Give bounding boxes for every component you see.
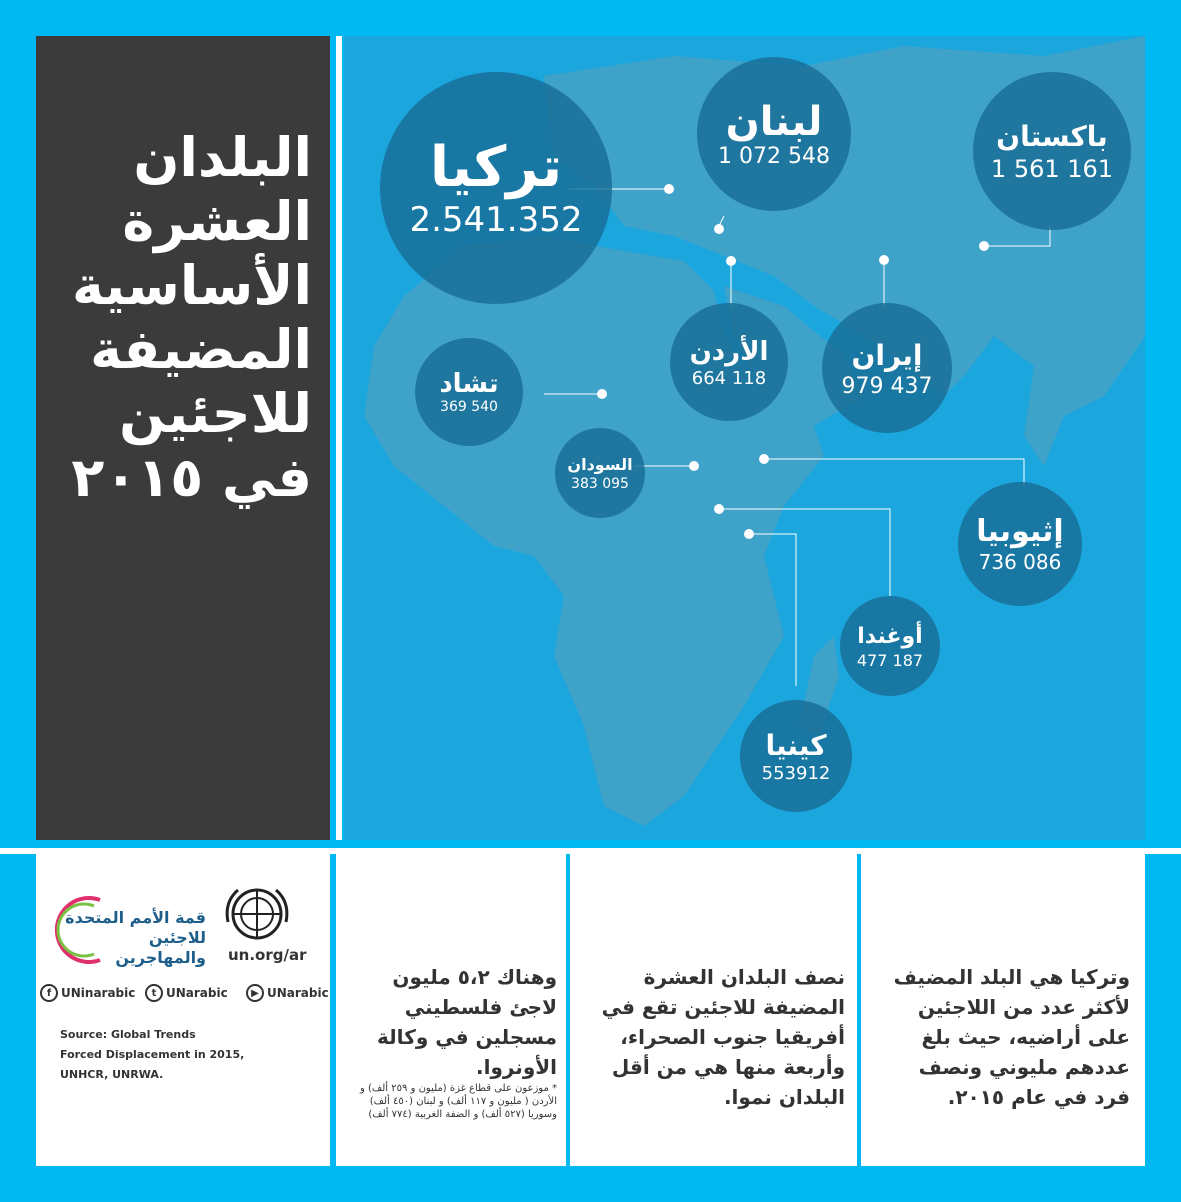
country-name: إيران	[851, 338, 923, 372]
country-name: باكستان	[996, 120, 1108, 153]
bubble-kenya	[740, 700, 852, 812]
turkey-text: وتركيا هي البلد المضيف لأكثر عدد من اللاجئين على أراضيه، حيث بلغ عددهم مليوني ونصف فرد في عام ٢٠١٥.	[893, 965, 1130, 1109]
country-name: لبنان	[725, 98, 823, 145]
bubble-ethiopia	[958, 482, 1082, 606]
country-value: 553912	[761, 762, 831, 784]
country-value: 736 086	[978, 550, 1062, 574]
summit-logo-text	[60, 908, 206, 968]
country-value: 1 072 548	[718, 143, 830, 169]
marker-jordan	[726, 256, 736, 266]
palestine-text: وهناك ٥،٢ مليون لاجئ فلسطيني مسجلين في وكالة الأونروا.	[377, 965, 557, 1079]
social-facebook[interactable]	[40, 984, 135, 1002]
country-value: 2.541.352	[409, 200, 583, 240]
divider	[336, 36, 342, 840]
marker-kenya	[744, 529, 754, 539]
country-value: 477 187	[856, 650, 924, 670]
bubble-chad	[415, 338, 523, 446]
youtube-handle: UNarabic	[267, 986, 329, 1000]
youtube-icon: ▶	[246, 984, 264, 1002]
un-url[interactable]: un.org/ar	[228, 946, 307, 964]
bubble-jordan	[670, 303, 788, 421]
page-title	[56, 126, 312, 510]
title-line: للاجئين	[119, 382, 312, 445]
bubble-pakistan	[973, 72, 1131, 230]
marker-turkey	[664, 184, 674, 194]
marker-ethiopia	[759, 454, 769, 464]
bubble-sudan	[555, 428, 645, 518]
country-value: 979 437	[841, 373, 933, 399]
country-name: السودان	[567, 455, 633, 474]
source-note	[60, 1025, 244, 1085]
country-name: تركيا	[429, 135, 563, 200]
source-line: UNHCR, UNRWA.	[60, 1068, 164, 1081]
marker-pakistan	[979, 241, 989, 251]
bubble-iran	[822, 303, 952, 433]
twitter-icon: t	[145, 984, 163, 1002]
marker-lebanon	[714, 224, 724, 234]
source-line: Forced Displacement in 2015,	[60, 1048, 245, 1061]
twitter-handle: UNarabic	[166, 986, 228, 1000]
facebook-handle: UNinarabic	[61, 986, 136, 1000]
title-line: الأساسية	[72, 254, 312, 317]
title-line: في ٢٠١٥	[71, 446, 312, 509]
country-name: تشاد	[439, 369, 499, 399]
country-value: 1 561 161	[990, 155, 1114, 183]
country-value: 369 540	[440, 399, 498, 415]
un-emblem-icon	[220, 882, 294, 946]
marker-chad	[597, 389, 607, 399]
source-line: Source: Global Trends	[60, 1028, 196, 1041]
facebook-icon: f	[40, 984, 58, 1002]
bubble-turkey	[380, 72, 612, 304]
social-twitter[interactable]	[145, 984, 228, 1002]
country-value: 664 118	[691, 367, 767, 389]
marker-uganda	[714, 504, 724, 514]
bubble-uganda	[840, 596, 940, 696]
marker-iran	[879, 255, 889, 265]
title-line: المضيفة	[90, 318, 312, 381]
title-line: البلدان	[133, 126, 312, 189]
summit-line2: للاجئين والمهاجرين	[115, 928, 206, 967]
africa-text: نصف البلدان العشرة المضيفة للاجئين تقع في أفريقيا جنوب الصحراء، وأربعة منها هي من أقل البلدان نموا.	[601, 965, 845, 1109]
country-name: الأردن	[689, 336, 769, 367]
country-value: 383 095	[571, 476, 629, 492]
country-name: كينيا	[765, 728, 827, 762]
summit-line1: قمة الأمم المتحدة	[65, 908, 206, 927]
country-name: أوغندا	[857, 623, 923, 649]
country-name: إثيوبيا	[976, 514, 1064, 549]
title-panel	[36, 36, 330, 840]
marker-sudan	[689, 461, 699, 471]
social-youtube[interactable]	[246, 984, 329, 1002]
title-line: العشرة	[122, 190, 312, 253]
palestine-note: * موزعون على قطاع غزة (مليون و ٢٥٩ ألف) و الأردن ( مليون و ١١٧ ألف) و لبنان (٤٥٠ ألف) وسوريا (٥٢٧ ألف) و الضفة الغربية (٧٧٤ ألف)	[360, 1083, 557, 1120]
bubble-lebanon	[697, 57, 851, 211]
